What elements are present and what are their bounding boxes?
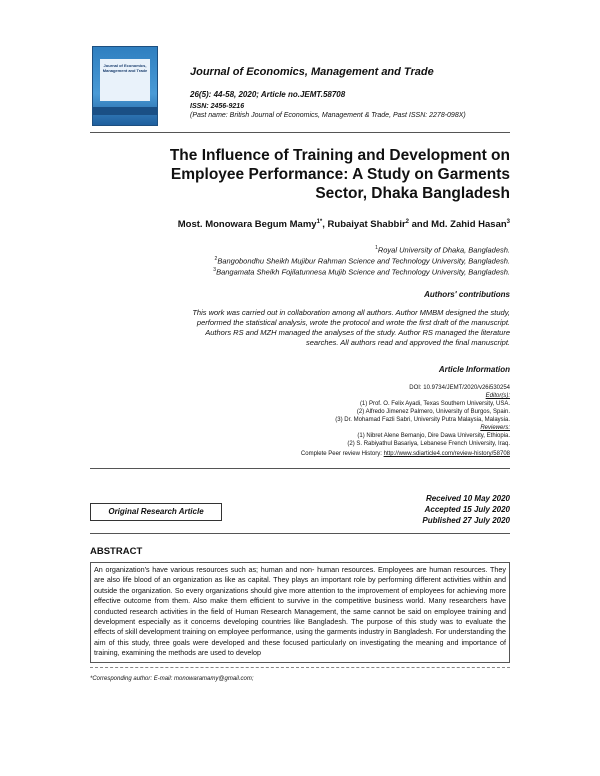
affiliation-text: Bangobondhu Sheikh Mujibur Rahman Science and Technology University, Bangladesh.: [217, 256, 510, 266]
contributions-text: [90, 308, 510, 348]
author-name: Most. Monowara Begum Mamy: [177, 219, 317, 231]
author-list: [178, 219, 510, 230]
affiliation-text: Bangamata Sheikh Fojilatunnesa Mujib Science and Technology University, Bangladesh.: [216, 267, 510, 277]
article-info-heading: Article Information: [438, 365, 510, 374]
cover-title: Journal of Economics, Management and Trade: [102, 63, 148, 73]
affiliation-sup: 1: [375, 245, 378, 251]
published-date: Published 27 July 2020: [422, 516, 510, 525]
author-sup: 1*: [316, 219, 323, 225]
reviewers-label-text: Reviewers:: [480, 425, 510, 431]
contributions-heading: Authors' contributions: [424, 290, 510, 299]
editor-entry: (2) Alfredo Jimenez Palmero, University of Burgos, Spain.: [356, 409, 510, 415]
contributions-line: This work was carried out in collaboration among all authors. Author MMBM designed the study,: [192, 308, 510, 317]
affiliation-sup: 3: [213, 267, 217, 273]
journal-name: Journal of Economics, Management and Trade: [190, 66, 434, 78]
title-line: Sector, Dhaka Bangladesh: [315, 185, 510, 202]
journal-citation: 26(5): 44-58, 2020; Article no.JEMT.58708: [190, 90, 346, 99]
reviewer-entry: (2) S. Rabiyathul Basariya, Lebanese French University, Iraq.: [347, 441, 510, 447]
paper-title: [170, 146, 510, 203]
journal-past-name: (Past name: British Journal of Economics, Management & Trade, Past ISSN: 2278-098X): [190, 112, 466, 119]
editor-entry: (1) Prof. O. Felix Ayadi, Texas Southern University, USA.: [359, 401, 510, 407]
author-sup: 2: [405, 219, 409, 225]
affiliation: [213, 267, 510, 277]
peer-review-link[interactable]: http://www.sdiarticle4.com/review-history/58708: [383, 451, 510, 457]
editor-entry: (3) Dr. Mohamad Fazli Sabri, University Putra Malaysia, Malaysia.: [335, 417, 510, 423]
cover-panel: [100, 59, 150, 101]
journal-cover-image: [92, 46, 158, 126]
corresponding-author-footnote: *Corresponding author: E-mail: monowaramamy@gmail.com;: [90, 676, 254, 682]
peer-review-label: Complete Peer review History:: [300, 451, 384, 457]
header-rule: [90, 132, 510, 133]
affiliation-sup: 2: [214, 256, 218, 262]
contributions-line: performed the statistical analysis, wrote the protocol and wrote the first draft of the manuscript.: [196, 318, 510, 327]
editors-label: [486, 393, 510, 399]
author-sep: ,: [322, 219, 328, 231]
abstract-heading: ABSTRACT: [90, 546, 143, 557]
reviewers-label: [480, 425, 510, 431]
author-name: Rubaiyat Shabbir: [327, 219, 406, 231]
article-type-box: Original Research Article: [90, 503, 222, 521]
author-sup: 3: [506, 219, 510, 225]
reviewer-entry: (1) Nibret Alene Bemanjo, Dire Dawa University, Ethiopia.: [357, 433, 510, 439]
journal-issn: ISSN: 2456-9216: [190, 103, 245, 110]
contributions-line: searches. All authors read and approved the final manuscript.: [305, 338, 510, 347]
cover-band: [93, 107, 157, 115]
doi: DOI: 10.9734/JEMT/2020/v26i530254: [409, 385, 510, 391]
footnote-rule: [90, 667, 510, 668]
title-line: The Influence of Training and Development on: [169, 147, 510, 164]
editors-label-text: Editor(s):: [485, 393, 510, 399]
info-rule: [90, 468, 510, 469]
author-name: Md. Zahid Hasan: [431, 219, 507, 231]
received-date: Received 10 May 2020: [425, 494, 510, 503]
affiliation: [375, 245, 510, 255]
dates-rule: [90, 533, 510, 534]
title-line: Employee Performance: A Study on Garments: [170, 166, 510, 183]
author-sep: and: [409, 219, 432, 231]
contributions-line: Authors RS and MZH managed the analyses of the study. Author RS managed the literature: [205, 328, 510, 337]
abstract-box: An organization's have various resources such as; human and non- human resources. Employees are human resources. They are also life blood of an organization as like as capital. They plays an important role by performing different activities within and outside the organization. So every organizations should give more attention to the improvement of employees for achieving more effective outcome from them. Also make them efficient to survive in the competitive business world. Many researchers have conducted research activities in the field of Human Research Management, the same cannot be said on employee training and development especially as it concerns developing countries like Bangladesh. The purpose of this study was to evaluate the effects of skill development training on employee performance, using the garments industry in Bangladesh. For understanding the aim of this study, three goals were developed and these focused particularly on investigating the meaning and importance of training, examining the methods are used to develop: [90, 562, 510, 663]
affiliation: [215, 256, 510, 266]
peer-review-history: [301, 451, 510, 457]
affiliation-text: Royal University of Dhaka, Bangladesh.: [377, 245, 510, 255]
accepted-date: Accepted 15 July 2020: [424, 505, 510, 514]
publication-dates: [422, 493, 510, 526]
